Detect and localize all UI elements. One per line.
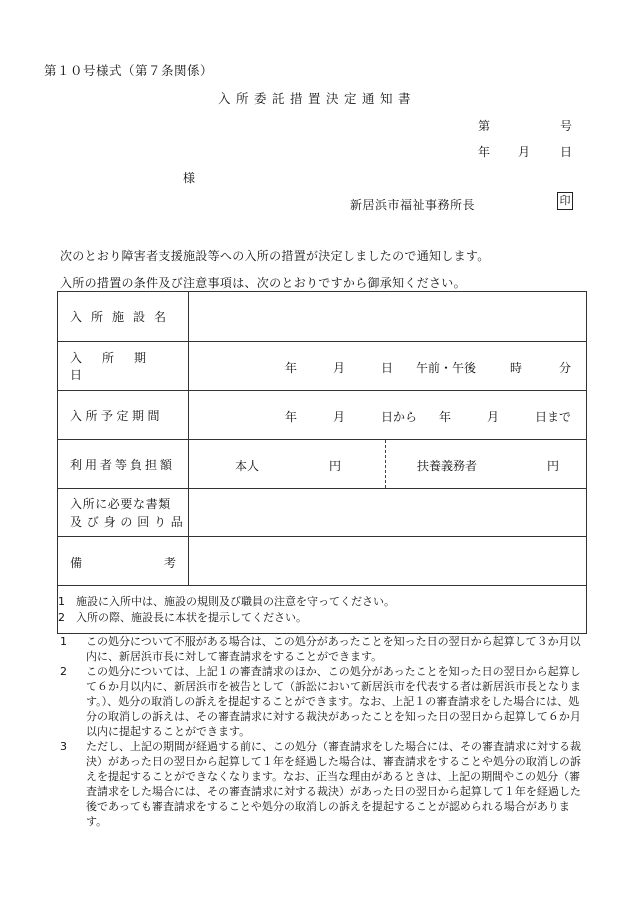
facility-label-cell xyxy=(58,292,189,342)
period-month1-unit: 月 xyxy=(333,410,346,424)
conditions-table xyxy=(57,291,587,634)
form-number: 第１０号様式（第７条関係） xyxy=(44,63,214,78)
appeal-notes xyxy=(60,634,588,829)
facility-value-cell[interactable] xyxy=(189,292,587,342)
note-2-text: この処分については、上記１の審査請求のほか、この処分があったことを知った日の翌日から起算して６か月以内に、新居浜市を被告として（訴訟において新居浜市を代表する者は新居浜市長となります。）、処分の取消しの訴えを提起することができます。なお、上記１の審査請求をした場合には、処分の取消しの訴えは、その審査請求に対する裁決があったことを知った日の翌日から起算して６か月以内に提起することができます。 xyxy=(86,665,581,738)
burden-yen1: 円 xyxy=(329,459,342,473)
admission-ampm: 午前・午後 xyxy=(416,361,477,375)
burden-value-cell[interactable] xyxy=(189,440,587,489)
burden-divider xyxy=(385,440,386,488)
period-month2-unit: 月 xyxy=(487,410,500,424)
note-2-number: 2 xyxy=(60,665,67,678)
remarks-label-right: 考 xyxy=(164,556,177,570)
facility-row xyxy=(58,292,587,342)
issuer-name: 新居浜市福祉事務所長 xyxy=(350,198,476,212)
admission-date-label-cell xyxy=(58,342,189,391)
admission-date-value-cell[interactable] xyxy=(189,342,587,391)
note-1-text: この処分について不服がある場合は、この処分があったことを知った日の翌日から起算して３か月以内に、新居浜市長に対して審査請求をすることができます。 xyxy=(86,635,581,663)
document-title: 入所委託措置決定通知書 xyxy=(218,91,417,106)
period-label: 入所予定期間 xyxy=(70,408,164,423)
remarks-row xyxy=(58,537,587,586)
items-row xyxy=(58,489,587,537)
remarks-label-cell xyxy=(58,537,189,586)
admission-day-unit: 日 xyxy=(381,361,394,375)
date-year-label: 年 xyxy=(478,145,491,159)
admission-year-unit: 年 xyxy=(285,361,298,375)
period-year2-unit: 年 xyxy=(439,410,452,424)
burden-yen2: 円 xyxy=(547,459,560,473)
condition-2: 2 入所の際、施設長に本状を提示してください。 xyxy=(58,610,307,624)
note-3-number: 3 xyxy=(60,740,67,753)
note-1 xyxy=(60,634,588,664)
date-day-label: 日 xyxy=(560,145,573,159)
admission-hour-unit: 時 xyxy=(510,361,523,375)
note-1-number: 1 xyxy=(60,635,67,648)
intro-line-1: 次のとおり障害者支援施設等への入所の措置が決定しましたので通知します。 xyxy=(60,249,490,263)
burden-label-cell xyxy=(58,440,189,489)
seal-box: 印 xyxy=(557,192,573,210)
burden-supporter-label: 扶養義務者 xyxy=(417,459,478,473)
admission-minute-unit: 分 xyxy=(559,361,572,375)
items-label-line-1: 入所に必要な書類 xyxy=(70,496,171,511)
date-month-label: 月 xyxy=(518,145,531,159)
remarks-label-left: 備 xyxy=(70,556,83,570)
note-3-text: ただし、上記の期間が経過する前に、この処分（審査請求をした場合には、その審査請求に対する裁決）があった日の翌日から起算して１年を経過した場合は、審査請求をすることや処分の取消しの訴えを提起することができなくなります。なお、正当な理由があるときは、上記の期間やこの処分（審査請求をした場合には、その審査請求に対する裁決）があった日の翌日から起算して１年を経過した後であっても審査請求をすることや処分の取消しの訴えを提起することが認められる場合があります。 xyxy=(86,740,581,828)
doc-number-prefix: 第 xyxy=(478,119,491,133)
condition-1: 1 施設に入所中は、施設の規則及び職員の注意を守ってください。 xyxy=(58,594,395,608)
remarks-value-cell[interactable] xyxy=(189,537,587,586)
items-value-cell[interactable] xyxy=(189,489,587,537)
conditions-cell xyxy=(58,586,587,634)
facility-label: 入所施設名 xyxy=(70,310,176,324)
note-3 xyxy=(60,739,588,829)
note-2 xyxy=(60,664,588,739)
period-year1-unit: 年 xyxy=(285,410,298,424)
burden-self-label: 本人 xyxy=(235,459,260,473)
period-value-cell[interactable] xyxy=(189,391,587,440)
period-until: 日まで xyxy=(535,410,572,424)
admission-month-unit: 月 xyxy=(333,361,346,375)
items-label-line-2: 及び身の回り品 xyxy=(70,514,188,529)
items-label-cell xyxy=(58,489,189,537)
burden-label: 利用者等負担額 xyxy=(70,457,176,472)
admission-date-row xyxy=(58,342,587,391)
period-row xyxy=(58,391,587,440)
admission-date-label: 入所期日 xyxy=(70,351,167,382)
addressee-suffix: 様 xyxy=(183,171,196,185)
period-from: 日から xyxy=(381,410,418,424)
burden-row xyxy=(58,440,587,489)
intro-line-2: 入所の措置の条件及び注意事項は、次のとおりですから御承知ください。 xyxy=(60,276,466,290)
period-label-cell xyxy=(58,391,189,440)
conditions-row xyxy=(58,586,587,634)
doc-number-suffix: 号 xyxy=(560,119,573,133)
